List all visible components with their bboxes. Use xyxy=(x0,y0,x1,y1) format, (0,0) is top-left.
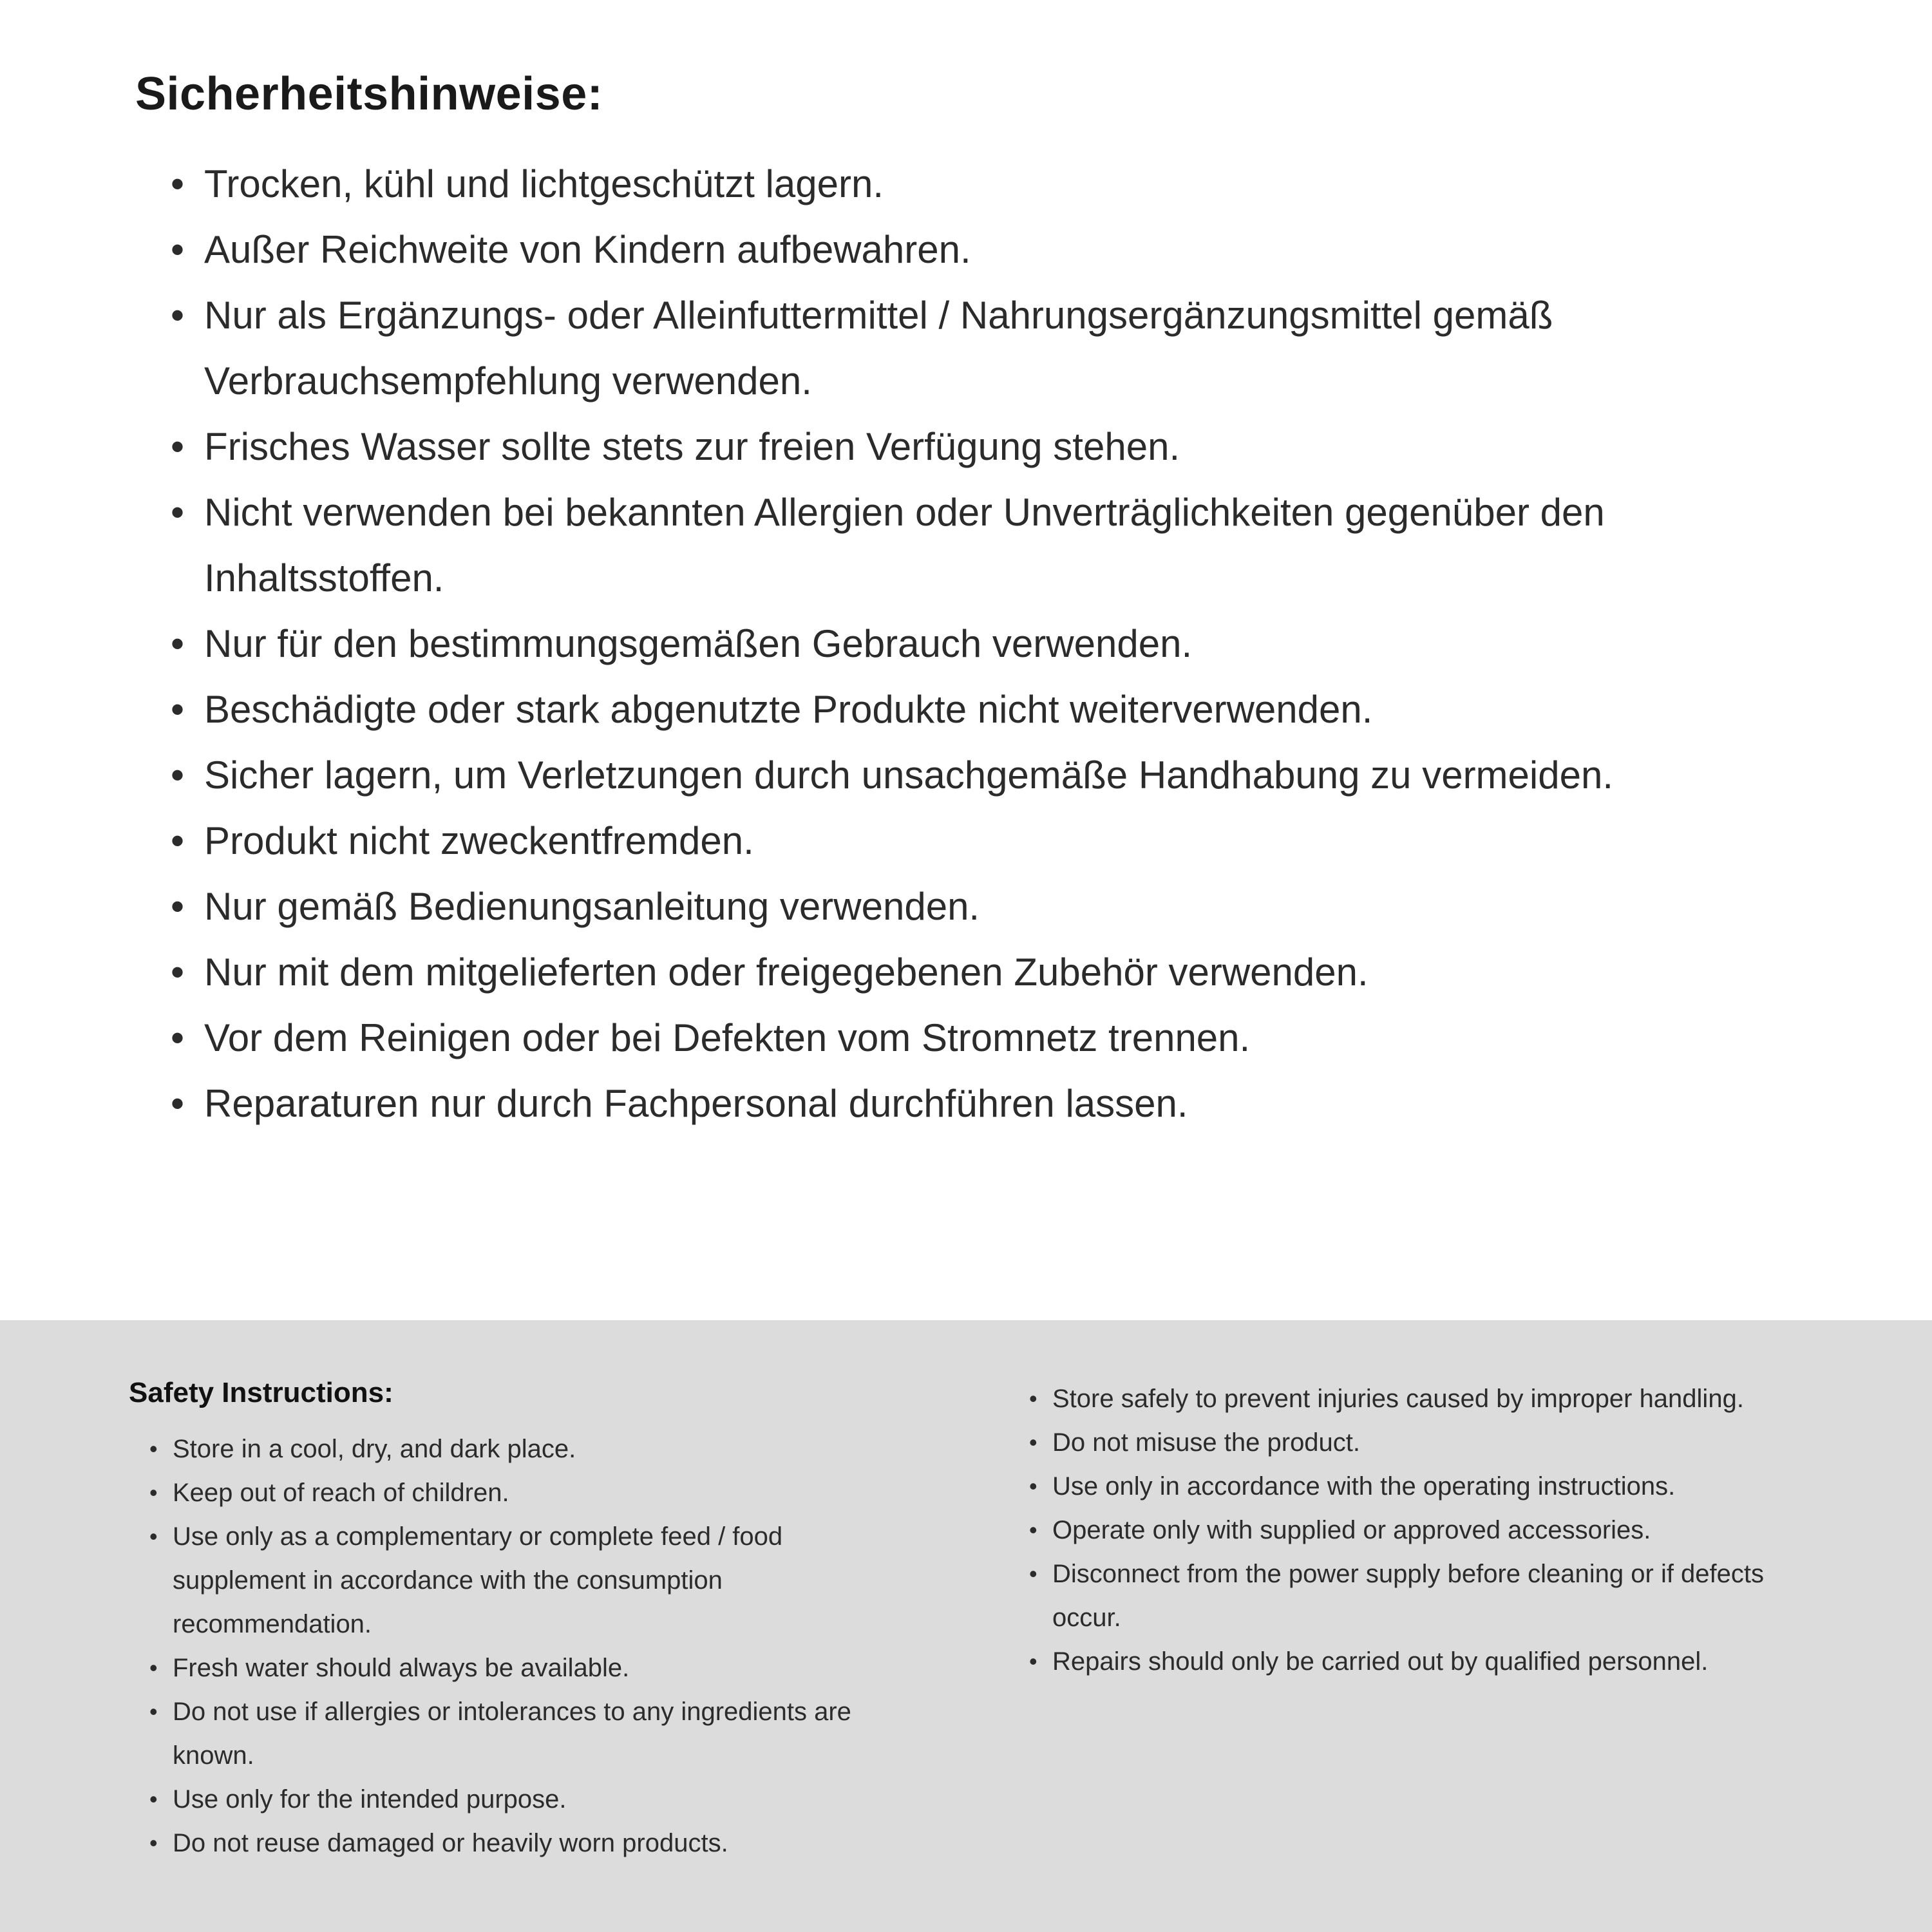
english-safety-section xyxy=(0,1320,1932,1932)
list-item: • Operate only with supplied or approved accessories. xyxy=(1024,1508,1784,1552)
german-section-title: Sicherheitshinweise: xyxy=(135,68,603,120)
english-safety-list-left xyxy=(129,1427,869,1865)
list-item: • Keep out of reach of children. xyxy=(144,1471,869,1515)
english-safety-list-right xyxy=(1024,1377,1784,1683)
list-item: • Do not reuse damaged or heavily worn products. xyxy=(144,1821,869,1865)
list-item: • Repairs should only be carried out by qualified personnel. xyxy=(1024,1640,1784,1683)
list-item: • Nur mit dem mitgelieferten oder freigegebenen Zubehör verwenden. xyxy=(135,940,1655,1005)
list-item: • Use only for the intended purpose. xyxy=(144,1777,869,1821)
german-safety-list xyxy=(135,151,1655,1137)
list-item: • Vor dem Reinigen oder bei Defekten vom Stromnetz trennen. xyxy=(135,1005,1655,1071)
list-item: • Außer Reichweite von Kindern aufbewahren. xyxy=(135,217,1655,283)
english-section-title: Safety Instructions: xyxy=(129,1377,393,1408)
list-item: • Beschädigte oder stark abgenutzte Produkte nicht weiterverwenden. xyxy=(135,677,1655,743)
list-item: • Do not misuse the product. xyxy=(1024,1421,1784,1464)
list-item: • Reparaturen nur durch Fachpersonal durchführen lassen. xyxy=(135,1071,1655,1137)
list-item: • Do not use if allergies or intolerances to any ingredients are known. xyxy=(144,1690,869,1777)
list-item: • Use only as a complementary or complete feed / food supplement in accordance with the consumption recommendation. xyxy=(144,1515,869,1646)
list-item: • Store in a cool, dry, and dark place. xyxy=(144,1427,869,1471)
list-item: • Disconnect from the power supply before cleaning or if defects occur. xyxy=(1024,1552,1784,1640)
list-item: • Frisches Wasser sollte stets zur freien Verfügung stehen. xyxy=(135,414,1655,480)
list-item: • Sicher lagern, um Verletzungen durch unsachgemäße Handhabung zu vermeiden. xyxy=(135,743,1655,808)
list-item: • Nur als Ergänzungs- oder Alleinfuttermittel / Nahrungsergänzungsmittel gemäß Verbrauchsempfehlung verwenden. xyxy=(135,283,1655,414)
list-item: • Nicht verwenden bei bekannten Allergien oder Unverträglichkeiten gegenüber den Inhaltsstoffen. xyxy=(135,480,1655,611)
english-left-column xyxy=(129,1377,1024,1865)
list-item: • Trocken, kühl und lichtgeschützt lagern. xyxy=(135,151,1655,217)
english-right-column xyxy=(1024,1377,1874,1683)
list-item: • Fresh water should always be available. xyxy=(144,1646,869,1690)
list-item: • Use only in accordance with the operating instructions. xyxy=(1024,1464,1784,1508)
list-item: • Produkt nicht zweckentfremden. xyxy=(135,808,1655,874)
list-item: • Nur für den bestimmungsgemäßen Gebrauch verwenden. xyxy=(135,611,1655,677)
list-item: • Store safely to prevent injuries caused by improper handling. xyxy=(1024,1377,1784,1421)
list-item: • Nur gemäß Bedienungsanleitung verwenden. xyxy=(135,874,1655,940)
